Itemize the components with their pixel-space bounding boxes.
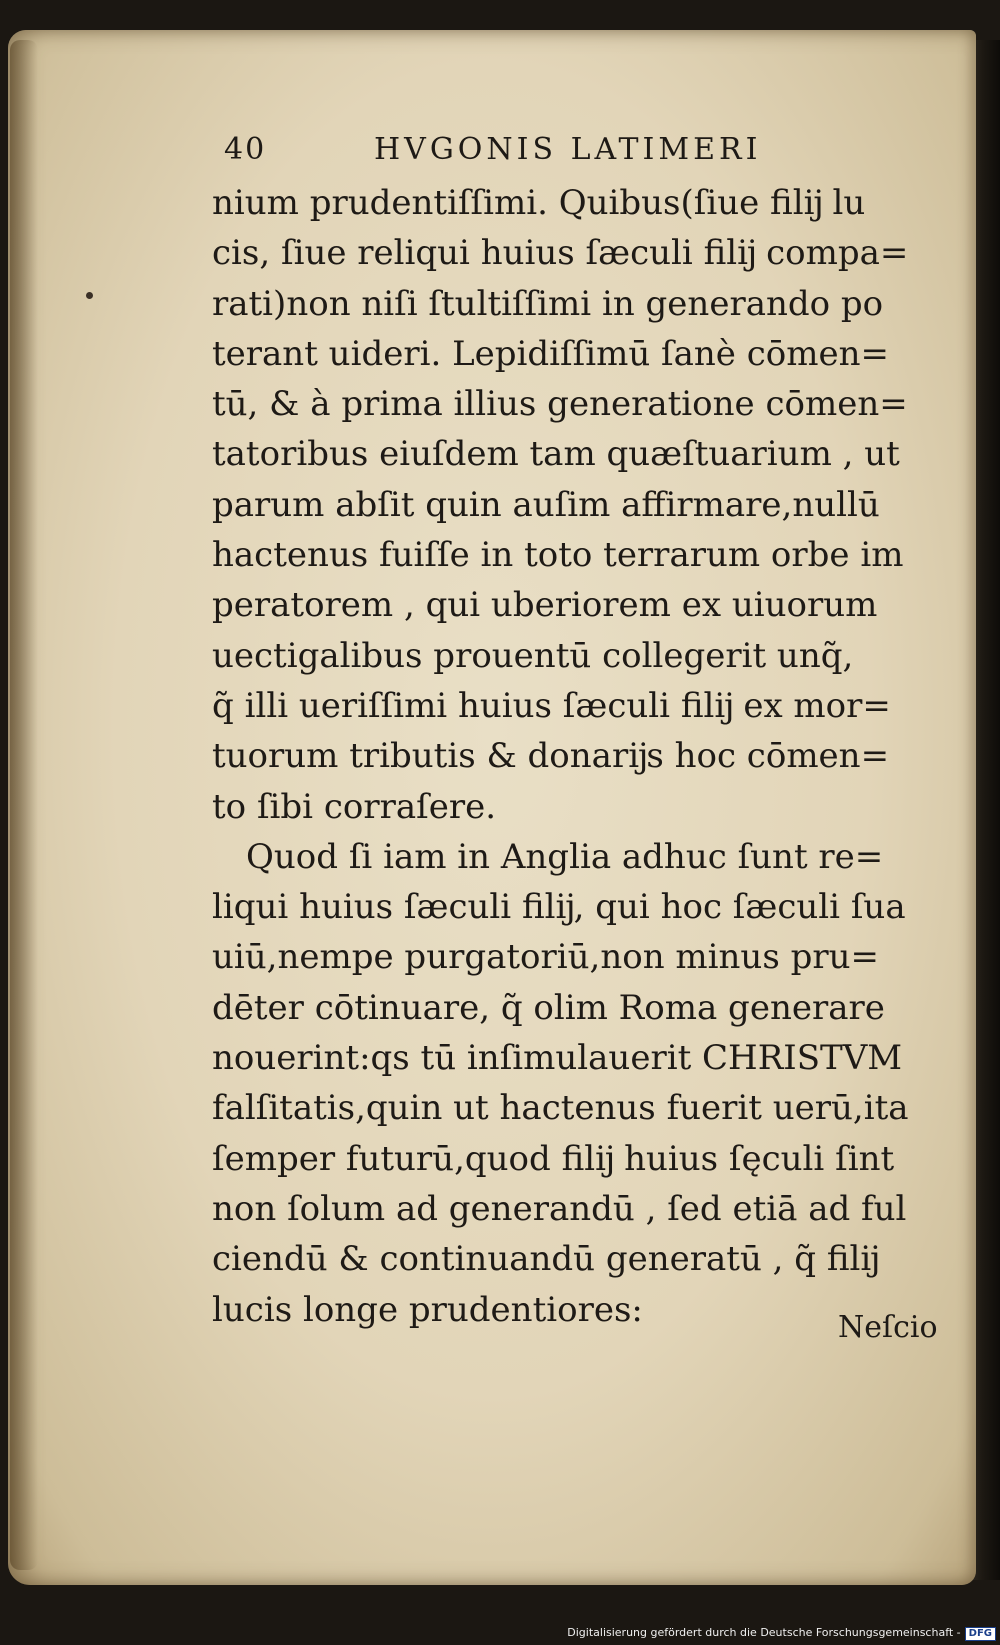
text-line: cis, ſiue reliqui huius ſæculi filĳ compa= xyxy=(212,233,909,274)
text-line: nouerint:qs tū inſimulauerit CHRISTVM xyxy=(212,1038,903,1079)
text-line: to ſibi corraſere. xyxy=(212,786,497,827)
text-line: dēter cōtinuare, q̃ olim Roma generare xyxy=(212,987,885,1028)
text-line: uectigalibus prouentū collegerit unq̃, xyxy=(212,635,854,676)
text-line: Quod ſi iam in Anglia adhuc ſunt re= xyxy=(246,836,884,877)
text-line: tuorum tributis & donarĳs hoc cōmen= xyxy=(212,736,890,777)
catchword: Neſcio xyxy=(838,1310,938,1345)
text-line: non ſolum ad generandū , ſed etiā ad ful xyxy=(212,1188,907,1229)
text-line: ciendū & continuandū generatū , q̃ filĳ xyxy=(212,1239,879,1280)
text-line: liqui huius ſæculi filĳ, qui hoc ſæculi ſua xyxy=(212,887,906,928)
text-line: falſitatis,quin ut hactenus fuerit uerū,ita xyxy=(212,1088,909,1129)
digitization-credit xyxy=(567,1626,996,1641)
running-head: HVGONIS LATIMERI xyxy=(374,132,762,167)
text-line: q̃ illi ueriſſimi huius ſæculi filĳ ex mor= xyxy=(212,685,891,726)
page-number: 40 xyxy=(224,132,267,167)
body-text xyxy=(212,178,912,1335)
credit-text: Digitalisierung gefördert durch die Deutsche Forschungsgemeinschaft - xyxy=(567,1626,961,1639)
text-line: lucis longe prudentiores: xyxy=(212,1289,643,1330)
page-gutter-shadow xyxy=(10,40,38,1570)
dfg-logo: DFG xyxy=(965,1627,996,1641)
text-line: peratorem , qui uberiorem ex uiuorum xyxy=(212,585,878,626)
text-line: uiū,nempe purgatoriū,non minus pru= xyxy=(212,937,879,978)
page-header xyxy=(224,132,824,172)
ink-spot xyxy=(86,292,93,299)
text-line: tatoribus eiuſdem tam quæſtuarium , ut xyxy=(212,434,900,475)
text-line: hactenus fuiſſe in toto terrarum orbe im xyxy=(212,535,904,576)
text-line: ſemper futurū,quod filĳ huius ſęculi ſint xyxy=(212,1138,895,1179)
text-line: nium prudentiſſimi. Quibus(ſiue filĳ lu xyxy=(212,183,866,223)
text-line: parum abſit quin auſim affirmare,nullū xyxy=(212,484,880,525)
text-line: tū, & à prima illius generatione cōmen= xyxy=(212,384,908,425)
text-line: terant uideri. Lepidiſſimū ſanè cōmen= xyxy=(212,333,889,374)
text-line: rati)non niſi ſtultiſſimi in generando po xyxy=(212,283,884,324)
